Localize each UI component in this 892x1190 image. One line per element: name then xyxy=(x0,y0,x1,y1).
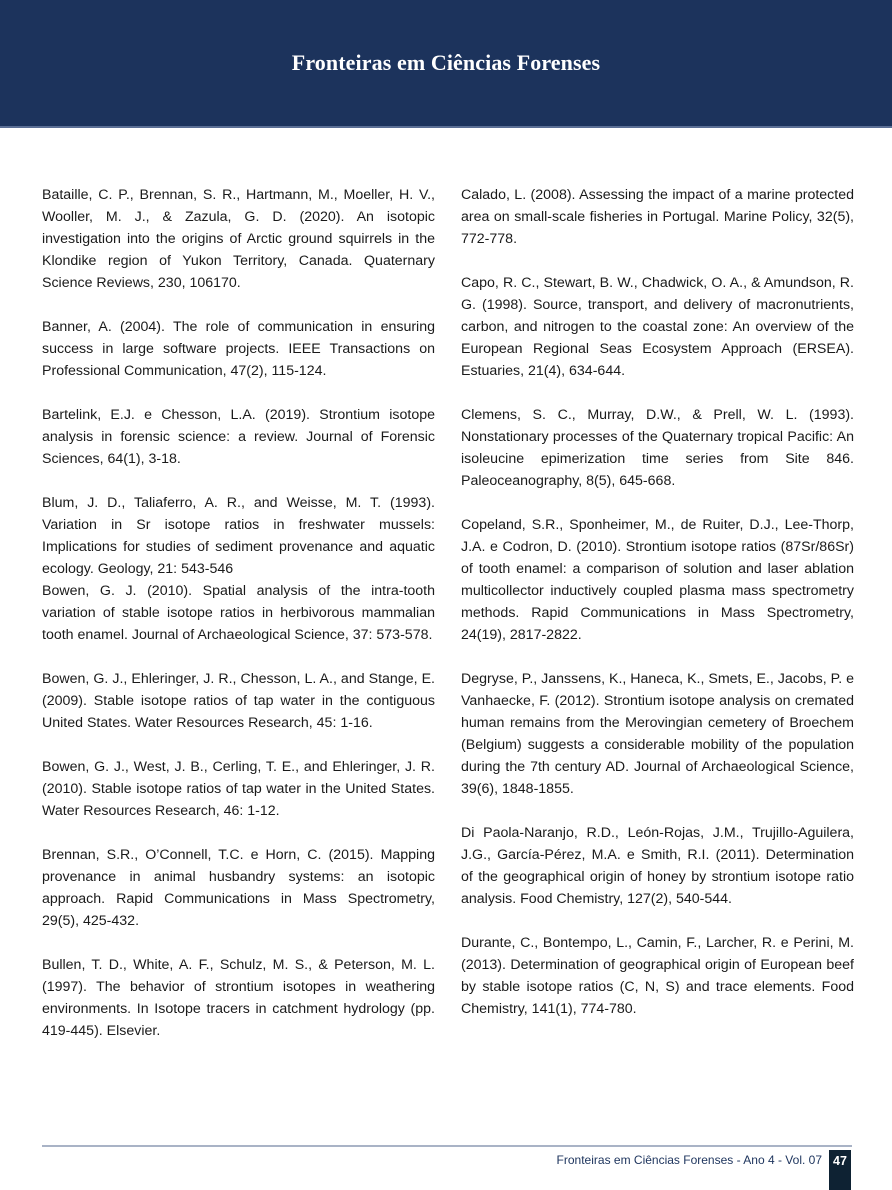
reference-item: Calado, L. (2008). Assessing the impact of a marine protected area on small-scale fisheries in Portugal. Marine Policy, 32(5), 772-778. xyxy=(461,187,854,247)
reference-item: Durante, C., Bontempo, L., Camin, F., Larcher, R. e Perini, M. (2013). Determination of geographical origin of European beef by stable isotope ratios (C, N, S) and trace elements. Food Chemistry, 141(1), 774-780. xyxy=(461,935,854,1017)
page-number: 47 xyxy=(829,1150,851,1190)
reference-item: Brennan, S.R., O’Connell, T.C. e Horn, C. (2015). Mapping provenance in animal husbandry systems: an isotopic approach. Rapid Communications in Mass Spectrometry, 29(5), 425-432. xyxy=(42,847,435,929)
reference-item: Capo, R. C., Stewart, B. W., Chadwick, O. A., & Amundson, R. G. (1998). Source, transport, and delivery of macronutrients, carbon, and nitrogen to the coastal zone: An overview of the European Regional Seas Ecosystem Approach (ERSEA). Estuaries, 21(4), 634-644. xyxy=(461,275,854,379)
reference-item: Blum, J. D., Taliaferro, A. R., and Weisse, M. T. (1993). Variation in Sr isotope ratios in freshwater mussels: Implications for studies of sediment provenance and aquatic ecology. Geology, 21: 543-546 xyxy=(42,495,435,577)
reference-item: Banner, A. (2004). The role of communication in ensuring success in large software projects. IEEE Transactions on Professional Communication, 47(2), 115-124. xyxy=(42,319,435,379)
reference-item: Bowen, G. J., Ehleringer, J. R., Chesson, L. A., and Stange, E. (2009). Stable isotope ratios of tap water in the contiguous United States. Water Resources Research, 45: 1-16. xyxy=(42,671,435,731)
reference-item: Di Paola-Naranjo, R.D., León-Rojas, J.M., Trujillo-Aguilera, J.G., García-Pérez, M.A. e Smith, R.I. (2011). Determination of the geographical origin of honey by strontium isotope ratio analysis. Food Chemistry, 127(2), 540-544. xyxy=(461,825,854,907)
reference-item: Copeland, S.R., Sponheimer, M., de Ruiter, D.J., Lee-Thorp, J.A. e Codron, D. (2010). Strontium isotope ratios (87Sr/86Sr) of tooth enamel: a comparison of solution and laser ablation multicollector inductively coupled plasma mass spectrometry methods. Rapid Communications in Mass Spectrometry, 24(19), 2817-2822. xyxy=(461,517,854,643)
reference-item: Bullen, T. D., White, A. F., Schulz, M. S., & Peterson, M. L. (1997). The behavior of strontium isotopes in weathering environments. In Isotope tracers in catchment hydrology (pp. 419-445). Elsevier. xyxy=(42,957,435,1039)
reference-item: Bartelink, E.J. e Chesson, L.A. (2019). Strontium isotope analysis in forensic science: a review. Journal of Forensic Sciences, 64(1), 3-18. xyxy=(42,407,435,467)
footer-running-title: Fronteiras em Ciências Forenses - Ano 4 - Vol. 07 xyxy=(556,1153,822,1167)
reference-item: Bowen, G. J., West, J. B., Cerling, T. E., and Ehleringer, J. R. (2010). Stable isotope ratios of tap water in the United States. Water Resources Research, 46: 1-12. xyxy=(42,759,435,819)
references-left-column xyxy=(42,184,435,1064)
reference-item: Degryse, P., Janssens, K., Haneca, K., Smets, E., Jacobs, P. e Vanhaecke, F. (2012). Strontium isotope analysis on cremated human remains from the Merovingian cemetery of Broechem (Belgium) suggests a considerable mobility of the population during the 7th century AD. Journal of Archaeological Science, 39(6), 1848-1855. xyxy=(461,671,854,797)
references-right-column xyxy=(461,184,854,1042)
footer-divider xyxy=(42,1145,852,1147)
reference-item: Bowen, G. J. (2010). Spatial analysis of the intra-tooth variation of stable isotope ratios in herbivorous mammalian tooth enamel. Journal of Archaeological Science, 37: 573-578. xyxy=(42,583,435,643)
journal-title: Fronteiras em Ciências Forenses xyxy=(291,50,601,75)
journal-header xyxy=(0,0,892,128)
reference-item: Bataille, C. P., Brennan, S. R., Hartmann, M., Moeller, H. V., Wooller, M. J., & Zazula, G. D. (2020). An isotopic investigation into the origins of Arctic ground squirrels in the Klondike region of Yukon Territory, Canada. Quaternary Science Reviews, 230, 106170. xyxy=(42,187,435,291)
reference-item: Clemens, S. C., Murray, D.W., & Prell, W. L. (1993). Nonstationary processes of the Quaternary tropical Pacific: An isoleucine epimerization time series from Site 846. Paleoceanography, 8(5), 645-668. xyxy=(461,407,854,489)
